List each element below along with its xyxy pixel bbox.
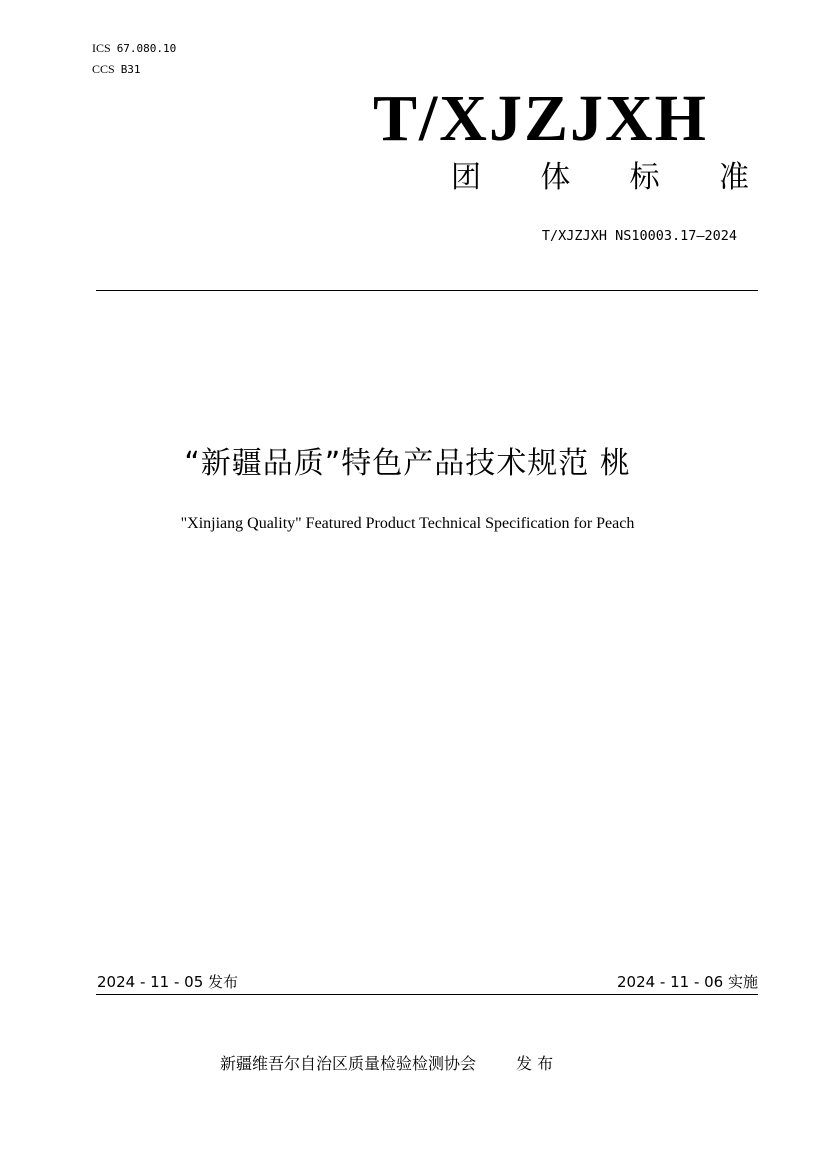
header-divider xyxy=(96,290,758,291)
publisher-name: 新疆维吾尔自治区质量检验检测协会 xyxy=(220,1054,477,1073)
ics-value: 67.080.10 xyxy=(116,42,177,55)
standard-brand-code: T/XJZJXH xyxy=(372,82,708,155)
ics-label: ICS xyxy=(92,41,111,55)
ccs-label: CCS xyxy=(92,62,115,76)
publish-action: 发 布 xyxy=(516,1054,554,1073)
ccs-value: B31 xyxy=(120,63,141,76)
doc-type-char: 准 xyxy=(718,160,749,195)
document-type xyxy=(451,159,749,197)
title-english: "Xinjiang Quality" Featured Product Technical Specification for Peach xyxy=(180,515,635,532)
doc-type-char: 标 xyxy=(629,160,660,195)
implement-date: 2024 - 11 - 06 实施 xyxy=(616,973,758,991)
standard-number: T/XJZJXH NS10003.17—2024 xyxy=(541,228,737,244)
doc-type-char: 团 xyxy=(451,160,481,195)
publisher xyxy=(220,1053,553,1075)
footer-divider xyxy=(96,994,758,995)
title-chinese: “新疆品质”特色产品技术规范 桃 xyxy=(184,446,631,481)
doc-type-char: 体 xyxy=(540,160,571,195)
ics-code xyxy=(92,41,176,56)
publish-date: 2024 - 11 - 05 发布 xyxy=(97,973,239,991)
ccs-code xyxy=(92,62,141,77)
